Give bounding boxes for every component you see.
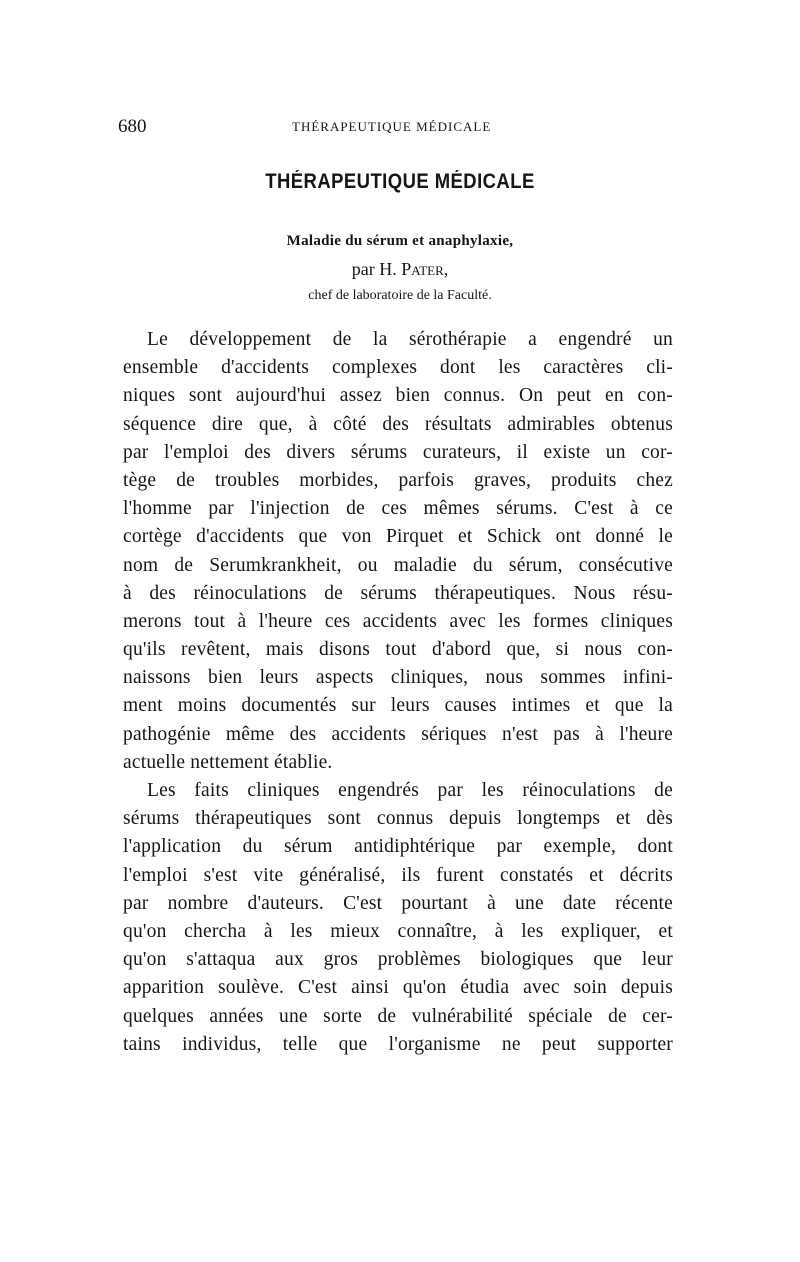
text-line: l'application du sérum antidiphtérique par exemple, dont — [123, 836, 673, 858]
text-line: à des réinoculations de sérums thérapeutiques. Nous résu- — [123, 582, 673, 604]
text-line: qu'ils revêtent, mais disons tout d'abord que, si nous con- — [123, 639, 673, 661]
text-line: Les faits cliniques engendrés par les réinoculations de — [147, 780, 673, 801]
text-line: actuelle nettement établie. — [123, 751, 333, 773]
body-text — [123, 326, 673, 1059]
text-line: par nombre d'auteurs. C'est pourtant à une date récente — [123, 892, 673, 914]
page-number: 680 — [118, 116, 147, 137]
article-title: Maladie du sérum et anaphylaxie, — [286, 233, 514, 249]
text-line: tège de troubles morbides, parfois graves, produits chez — [123, 469, 673, 491]
text-line: pathogénie même des accidents sériques n'est pas à l'heure — [123, 723, 673, 745]
paragraph — [123, 326, 673, 777]
text-line: l'emploi s'est vite généralisé, ils furent constatés et décrits — [123, 864, 673, 886]
text-line: quelques années une sorte de vulnérabilité spéciale de cer- — [123, 1005, 673, 1027]
author-prefix: par H. — [351, 259, 397, 279]
text-line: ensemble d'accidents complexes dont les caractères cli- — [123, 357, 673, 379]
text-line: Le développement de la sérothérapie a engendré un — [147, 329, 673, 350]
running-title: THÉRAPEUTIQUE MÉDICALE — [292, 119, 492, 134]
text-line: naissons bien leurs aspects cliniques, nous sommes infini- — [123, 667, 673, 689]
text-line: qu'on chercha à les mieux connaître, à les expliquer, et — [123, 920, 673, 942]
text-line: niques sont aujourd'hui assez bien connus. On peut en con- — [123, 385, 673, 407]
author-name: Pater, — [401, 259, 449, 279]
text-line: sérums thérapeutiques sont connus depuis longtemps et dès — [123, 808, 673, 830]
text-line: séquence dire que, à côté des résultats admirables obtenus — [123, 413, 673, 435]
author-line — [0, 259, 800, 280]
text-line: qu'on s'attaqua aux gros problèmes biologiques que leur — [123, 949, 673, 971]
text-line: ment moins documentés sur leurs causes intimes et que la — [123, 695, 673, 717]
text-line: cortège d'accidents que von Pirquet et Schick ont donné le — [123, 526, 673, 548]
text-line: merons tout à l'heure ces accidents avec les formes cliniques — [123, 610, 673, 632]
author-affiliation: chef de laboratoire de la Faculté. — [308, 288, 492, 303]
text-line: tains individus, telle que l'organisme ne peut supporter — [123, 1033, 673, 1055]
text-line: nom de Serumkrankheit, ou maladie du sérum, consécutive — [123, 554, 673, 576]
text-line: l'homme par l'injection de ces mêmes sérums. C'est à ce — [123, 498, 673, 520]
section-title: THÉRAPEUTIQUE MÉDICALE — [265, 170, 535, 193]
running-head — [118, 116, 680, 138]
text-line: apparition soulève. C'est ainsi qu'on étudia avec soin depuis — [123, 977, 673, 999]
paragraph — [123, 777, 673, 1059]
text-line: par l'emploi des divers sérums curateurs, il existe un cor- — [123, 441, 673, 463]
